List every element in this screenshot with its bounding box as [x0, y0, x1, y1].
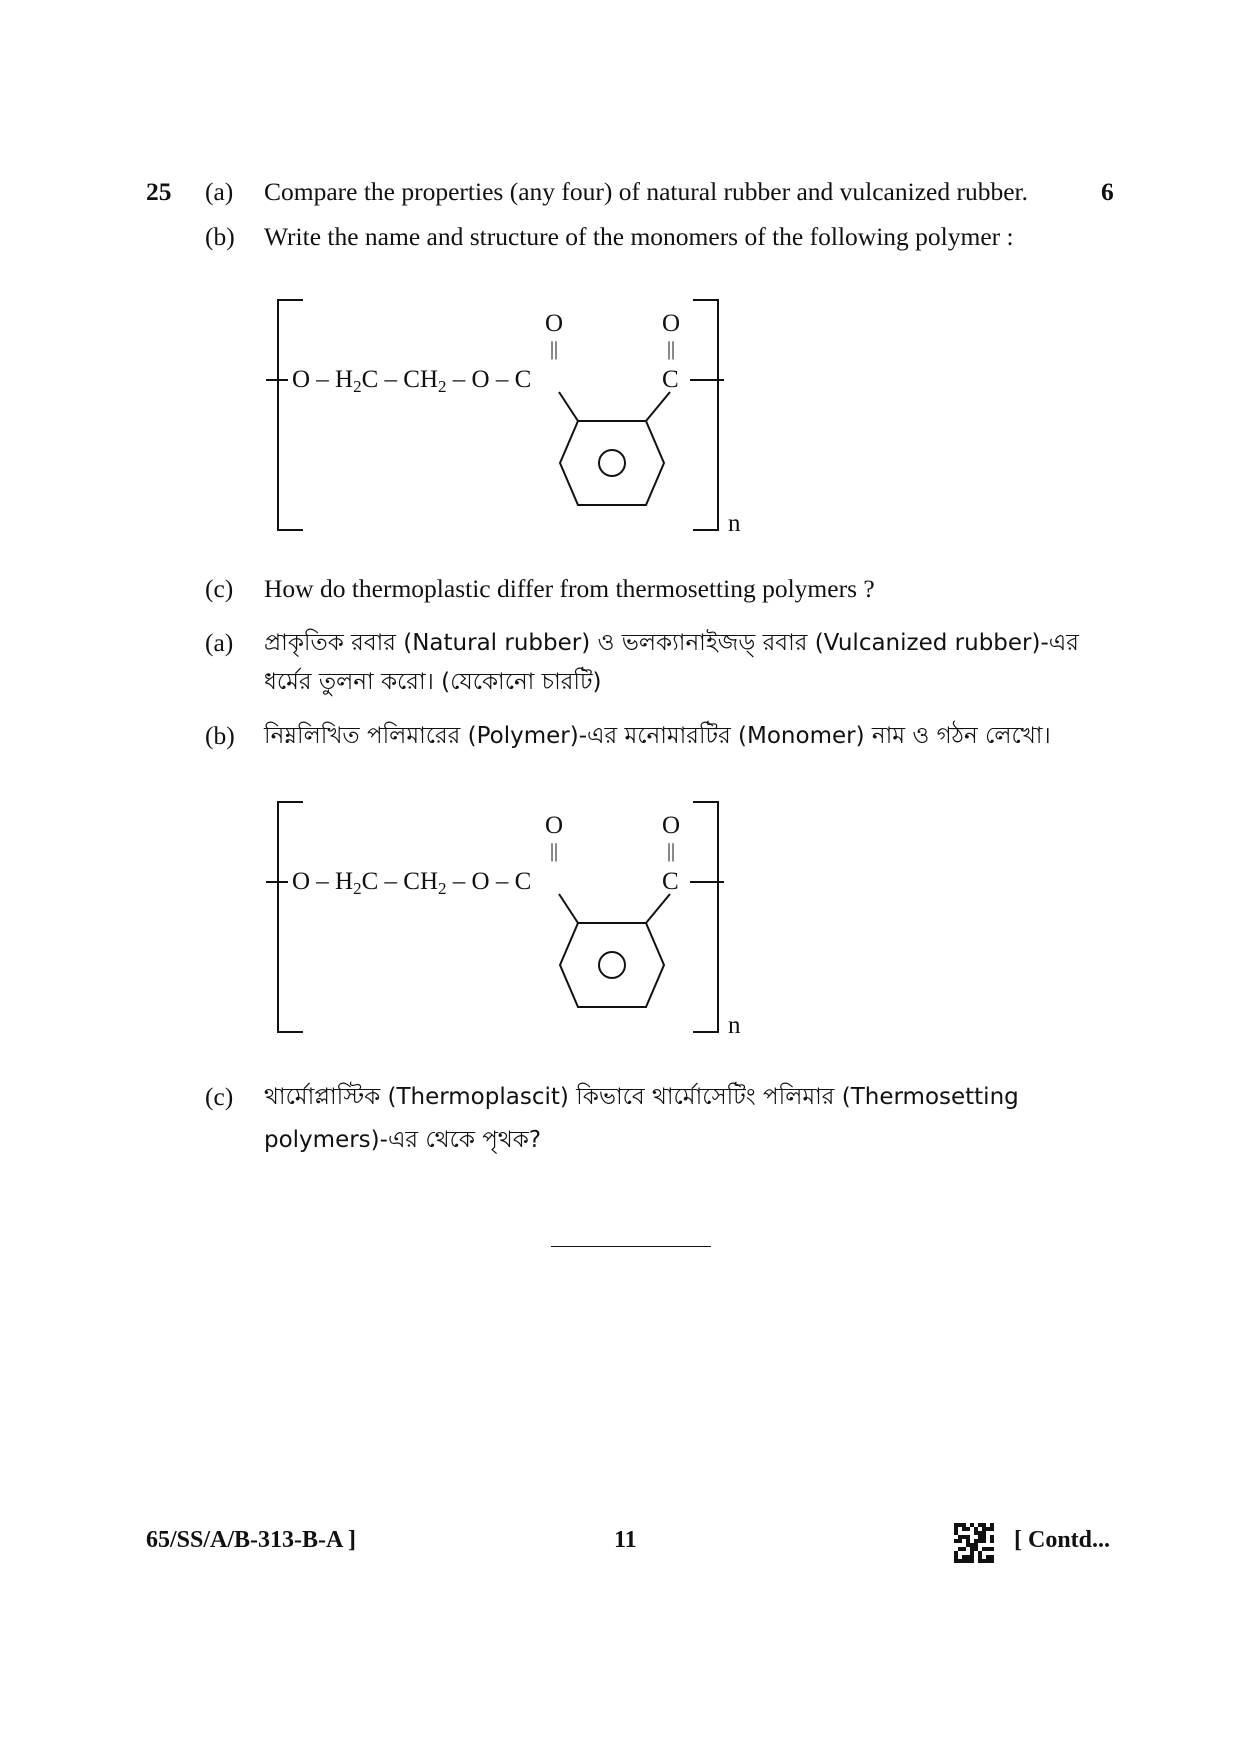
question-number: 25: [146, 177, 172, 206]
double-bond-1: ||: [550, 338, 559, 360]
left-bracket: [278, 300, 303, 530]
chain-text: O – $H_2C - CH_2$ – O – C: [292, 868, 532, 898]
carbonyl-oxygen-2: O: [662, 812, 681, 839]
right-bracket: [693, 300, 718, 530]
carbonyl-oxygen-1: O: [545, 310, 564, 337]
end-of-question-rule: [551, 1246, 711, 1247]
bengali-part-b-label: (b): [205, 721, 235, 750]
benzene-ring: [560, 923, 664, 1007]
bengali-part-a-label: (a): [205, 628, 234, 657]
bengali-part-c-label: (c): [205, 1082, 234, 1111]
part-c-label: (c): [205, 574, 234, 603]
left-bracket: [278, 802, 303, 1032]
double-bond-2: ||: [667, 840, 676, 862]
carbon-2: C: [662, 366, 679, 393]
double-bond-1: ||: [550, 840, 559, 862]
aromatic-circle: [599, 450, 625, 476]
bengali-part-a-line1: প্রাকৃতিক রবার (Natural rubber) ও ভলক্যানাইজড্ রবার (Vulcanized rubber)-এর: [264, 630, 1079, 656]
aromatic-circle: [599, 952, 625, 978]
polymer-structure: [262, 296, 742, 546]
paper-code: 65/SS/A/B-313-B-A ]: [146, 1527, 357, 1553]
repeat-n: n: [728, 510, 741, 537]
carbonyl-oxygen-1: O: [545, 812, 564, 839]
right-bracket: [693, 802, 718, 1032]
bengali-part-b-text: নিম্নলিখিত পলিমারের (Polymer)-এর মনোমারটির (Monomer) নাম ও গঠন লেখো।: [264, 723, 1051, 749]
part-b-label: (b): [205, 222, 235, 251]
continued-label: [ Contd...: [1014, 1527, 1111, 1553]
carbon-2: C: [662, 868, 679, 895]
polymer-structure-bengali: [262, 798, 742, 1048]
part-a-text: Compare the properties (any four) of natural rubber and vulcanized rubber.: [264, 177, 1028, 206]
chain-text: O – $H_2C - CH_2$ – O – C: [292, 366, 532, 396]
bond-c2-ring: [646, 894, 670, 923]
page-number: 11: [614, 1527, 637, 1553]
repeat-n: n: [728, 1012, 741, 1039]
bengali-part-a-line2: ধর্মের তুলনা করো। (যেকোনো চারটি): [264, 669, 602, 695]
double-bond-2: ||: [667, 338, 676, 360]
bengali-part-c-line1: থার্মোপ্লাস্টিক (Thermoplascit) কিভাবে থার্মোসেটিং পলিমার (Thermosetting: [264, 1084, 1019, 1110]
part-c-text: How do thermoplastic differ from thermosetting polymers ?: [264, 574, 875, 603]
marks: 6: [1101, 177, 1114, 206]
carbonyl-oxygen-2: O: [662, 310, 681, 337]
benzene-ring: [560, 421, 664, 505]
bond-c2-ring: [646, 392, 670, 421]
qr-code-icon: [954, 1523, 994, 1563]
part-b-text: Write the name and structure of the monomers of the following polymer :: [264, 222, 1014, 251]
bond-c1-ring: [559, 392, 578, 421]
bengali-part-c-line2: polymers)-এর থেকে পৃথক?: [264, 1127, 542, 1153]
bond-c1-ring: [559, 894, 578, 923]
part-a-label: (a): [205, 177, 234, 206]
